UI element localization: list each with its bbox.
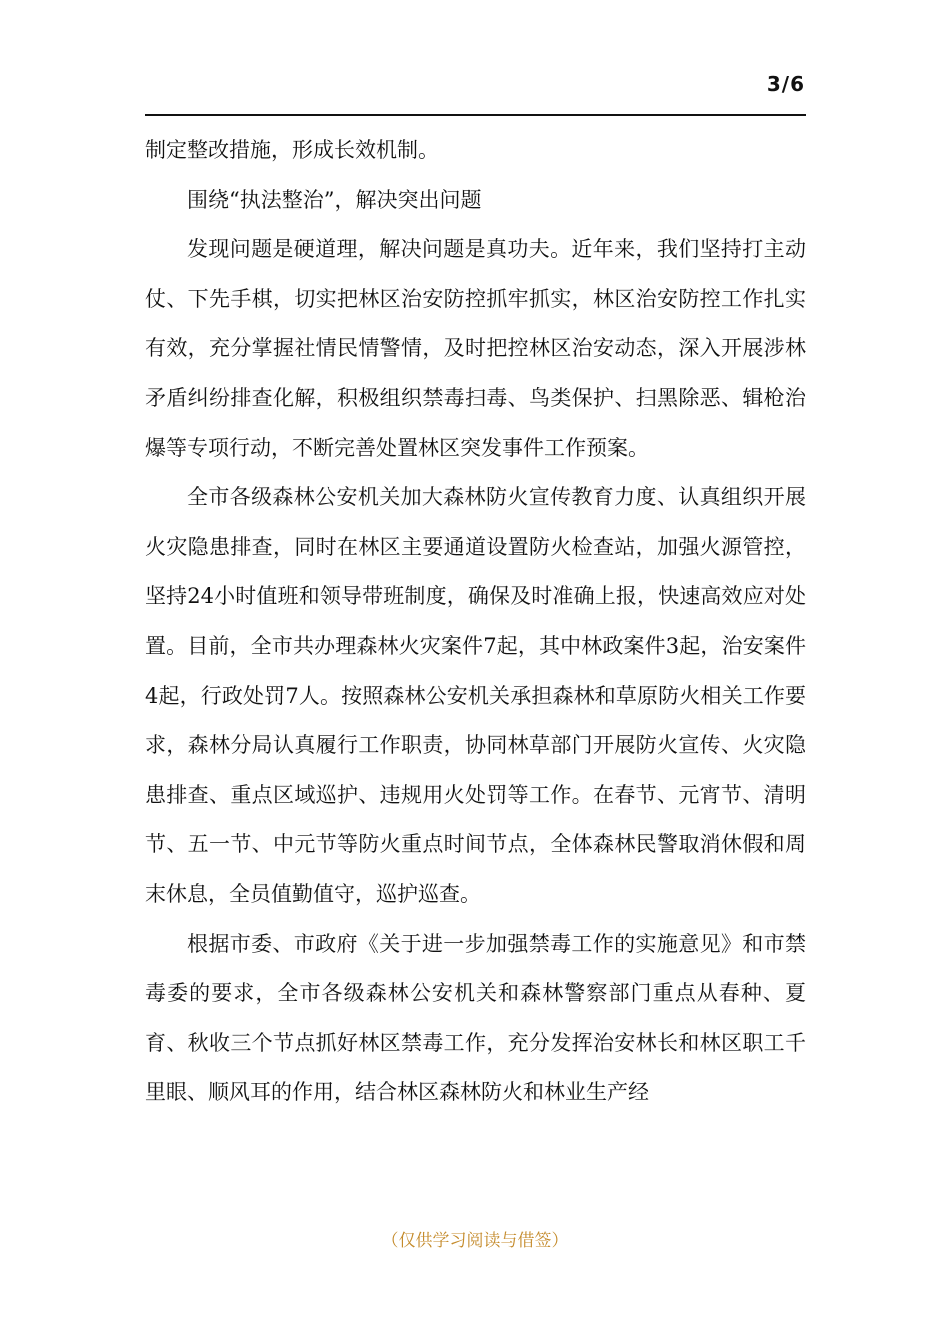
footer-note: （仅供学习阅读与借签） [381,1231,569,1251]
paragraph-continuation: 制定整改措施，形成长效机制。 [145,138,439,162]
paragraph-problem-solving: 发现问题是硬道理，解决问题是真功夫。近年来，我们坚持打主动仗、下先手棋，切实把林区治安防控抓牢抓实，林区治安防控工作扎实有效，充分掌握社情民情警情，及时把控林区治安动态，深入开展涉林矛盾纠纷排查化解，积极组织禁毒扫毒、鸟类保护、扫黑除恶、辑枪治爆等专项行动，不断完善处置林区突发事件工作预案。 [145,237,806,460]
document-body [145,126,806,1118]
page-number: 3/6 [766,72,805,96]
header-divider [145,114,806,116]
paragraph-drug-control: 根据市委、市政府《关于进一步加强禁毒工作的实施意见》和市禁毒委的要求，全市各级森林公安机关和森林警察部门重点从春种、夏育、秋收三个节点抓好林区禁毒工作，充分发挥治安林长和林区职工千里眼、顺风耳的作用，结合林区森林防火和林业生产经 [145,931,806,1105]
section-heading: 围绕“执法整治”，解决突出问题 [187,187,482,212]
paragraph-fire-prevention: 全市各级森林公安机关加大森林防火宣传教育力度、认真组织开展火灾隐患排查，同时在林区主要通道设置防火检查站，加强火源管控，坚持24小时值班和领导带班制度，确保及时准确上报，快速高效应对处置。目前，全市共办理森林火灾案件7起，其中林政案件3起，治安案件4起，行政处罚7人。按照森林公安机关承担森林和草原防火相关工作要求，森林分局认真履行工作职责，协同林草部门开展防火宣传、火灾隐患排查、重点区域巡护、违规用火处罚等工作。在春节、元宵节、清明节、五一节、中元节等防火重点时间节点，全体森林民警取消休假和周末休息，全员值勤值守，巡护巡查。 [145,485,806,906]
